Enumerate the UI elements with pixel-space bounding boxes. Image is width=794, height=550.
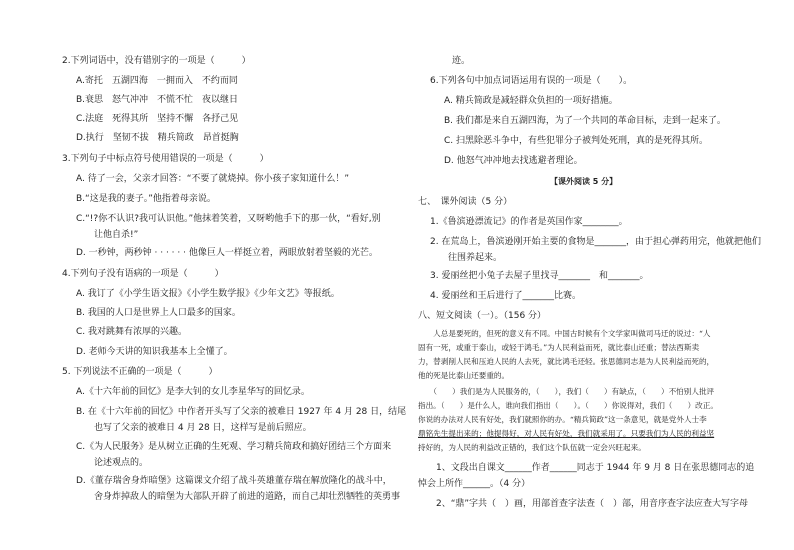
question-6-option-d: D. 他怒气冲冲地去找逃避者理论。: [444, 156, 583, 166]
fill-line-3: 你说的办法对人民有好处，我们就照你的办。“精兵简政”这一条意见，就是党外人士李: [418, 415, 707, 424]
fill-line-4: 鼎铭先生提出来的；他提得好，对人民有好处，我们就采用了。只要我们为人民的利益坚: [418, 429, 715, 438]
question-4-option-c: C. 我对跳舞有浓厚的兴趣。: [76, 327, 188, 337]
question-5-option-b-cont: 也写了父亲的被难日 4 月 28 日，这样写是前后照应。: [76, 423, 312, 433]
passage-line-4: 他的死是比泰山还要重的。: [418, 371, 510, 380]
section-7-item-3: 3. 爱丽丝把小兔子去屋子里找寻_______ 和_______。: [430, 271, 649, 281]
passage-line-1: 人总是要死的，但死的意义有不同。中国古时候有个文学家叫做司马迁的说过：“人: [418, 329, 711, 338]
section-7-item-1: 1.《鲁滨逊漂流记》的作者是英国作家________。: [430, 217, 628, 227]
question-6-stem: 6.下列各句中加点词语运用有误的一项是（ ）。: [430, 76, 633, 86]
passage-line-3: 力，替剥削人民和压迫人民的人去死，就比鸿毛还轻。张思德同志是为人民利益而死的，: [418, 357, 715, 366]
question-2-stem: 2.下列词语中，没有错别字的一项是（ ）: [62, 56, 251, 66]
question-5-option-b: B. 在《十六年前的回忆》中作者开头写了父亲的被难日 1927 年 4 月 28 日，结尾: [76, 407, 407, 417]
question-4-stem: 4.下列句子没有语病的一项是（ ）: [62, 269, 224, 279]
section-7-title: 七、 课外阅读（5 分）: [418, 197, 513, 207]
question-3-option-d: D. 一秒钟，两秒钟 · · · · · · 他像巨人一样挺立着，两眼放射着坚毅的光芒。: [76, 248, 378, 258]
question-2-option-c: C.法庭 死得其所 坚持不懈 各抒己见: [76, 114, 239, 124]
section-7-item-2: 2. 在荒岛上，鲁滨逊刚开始主要的食物是_______，由于担心弹药用完，他就把他们: [430, 237, 761, 247]
fill-line-1: （ ）我们是为人民服务的，（ ），我们（ ）有缺点，（ ）不怕别人批评: [418, 387, 715, 396]
question-5-option-d-cont: 舍身炸掉敌人的暗堡为大部队开辟了前进的道路，而自己却壮烈牺牲的英勇事: [76, 492, 401, 502]
question-6-option-b: B. 我们都是来自五湖四海，为了一个共同的革命目标，走到一起来了。: [444, 116, 726, 126]
question-6-option-c: C. 扫黑除恶斗争中，有些犯罪分子被判处死刑，真的是死得其所。: [444, 136, 709, 146]
question-2-option-d: D.执行 坚韧不拔 精兵简政 昂首挺胸: [76, 133, 239, 143]
question-5-option-a: A.《十六年前的回忆》是李大钊的女儿李星华写的回忆录。: [76, 387, 310, 397]
question-5-option-c-cont: 论述观点的。: [76, 458, 149, 468]
section-tag: 【课外阅读 5 分】: [550, 177, 618, 186]
question-3-stem: 3.下列句子中标点符号使用错误的一项是（ ）: [62, 154, 269, 164]
right-column: [400, 0, 794, 550]
section-8-title: 八、短文阅读（一）。（156 分）: [418, 311, 547, 321]
fill-line-5: 持好的，为人民的利益改正错的，我们这个队伍就一定会兴旺起来。: [418, 443, 646, 452]
question-5-stem: 5. 下列说法不正确的一项是（ ）: [62, 367, 218, 377]
question-4-option-b: B. 我国的人口是世界上人口最多的国家。: [76, 308, 241, 318]
question-3-option-c: C.“!?你不认识?我可认识他。”他抹着笑着，又呀哟他手下的那一伙，“看好,别: [76, 214, 381, 224]
question-5-option-c: C.《为人民服务》是从树立正确的生死观、学习精兵简政和搞好团结三个方面来: [76, 442, 392, 452]
question-3-option-a: A. 待了一会，父亲才回答：“不要了就烧掉。你小孩子家知道什么！”: [76, 174, 350, 184]
question-4-option-a: A. 我订了《小学生语文报》《小学生数学报》《少年文艺》等报纸。: [76, 289, 340, 299]
question-5-tail: 迹。: [452, 56, 471, 66]
question-6-option-a: A. 精兵简政是减轻群众负担的一项好措施。: [444, 96, 618, 106]
question-4-option-d: D. 老师今天讲的知识我基本上全懂了。: [76, 347, 233, 357]
fill-line-2: 指出。（ ）是什么人，谁向我们指出（ ）。（ ）你说得对，我们（ ）改正。: [418, 401, 718, 410]
question-3-option-c-cont: 让他自杀!”: [76, 230, 139, 240]
passage-line-2: 固有一死，或重于泰山，或轻于鸿毛。”为人民利益而死，就比泰山还重；替法西斯卖: [418, 343, 700, 352]
question-5-option-d: D.《董存瑞舍身炸暗堡》这篇课文介绍了战斗英雄董存瑞在解放隆化的战斗中，: [76, 476, 392, 486]
section-7-item-4: 4. 爱丽丝和王后进行了_______比赛。: [430, 291, 581, 301]
sub-question-2: 2、“鼎”字共（ ）画，用部首查字法查（ ）部，用音序查字法应查大写字母: [418, 499, 749, 509]
question-3-option-b: B.“这是我的妻子。”他指着母亲说。: [76, 194, 216, 204]
question-2-option-a: A.寄托 五湖四海 一拥而入 不约而同: [76, 76, 238, 86]
sub-question-1: 1、文段出自课文______作者______同志于 1944 年 9 月 8 日在张思德同志的追: [418, 463, 755, 473]
question-2-option-b: B.衰思 怒气冲冲 不慌不忙 夜以继日: [76, 95, 239, 105]
sub-question-1-cont: 悼会上所作______。（4 分）: [418, 479, 531, 489]
section-7-item-2-cont: 往围养起来。: [430, 253, 503, 263]
